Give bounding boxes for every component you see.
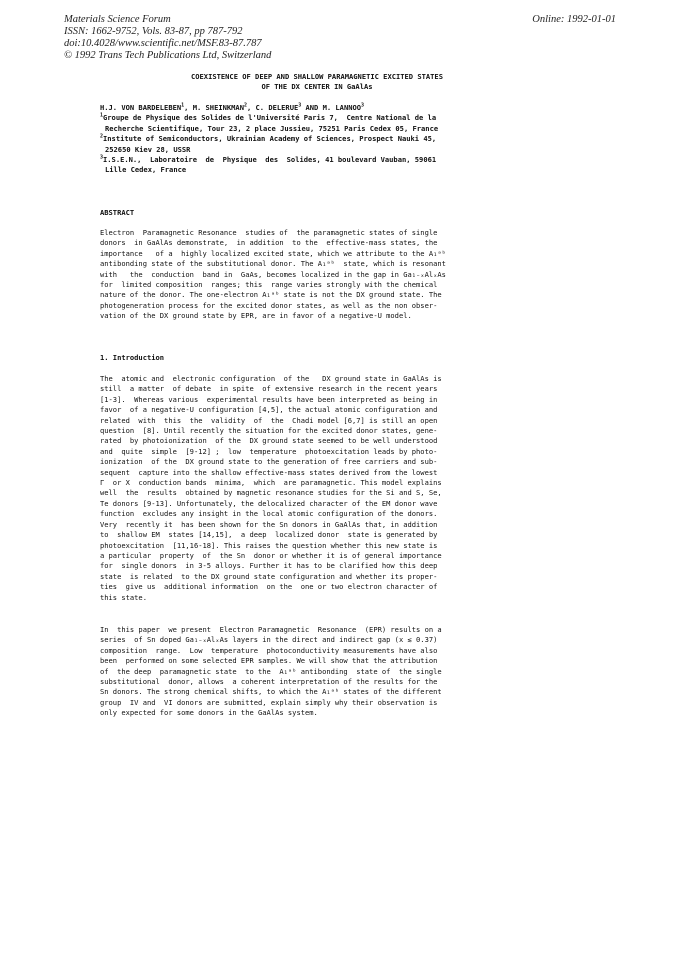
journal-name: Materials Science Forum [64,14,171,25]
affiliation-cont: 252650 Kiev 28, USSR [105,144,191,154]
para-line: group IV and VI donors are submitted, explain simply why their observation is [100,697,438,707]
abstract-body [100,228,534,322]
para-line: this state. [100,592,147,602]
para-line: sequent capture into the shallow effective-mass states derived from the lowest [100,467,438,477]
para-line: [1-3]. Whereas various experimental results have been interpreted as being in [100,394,438,404]
abstract-line: donors in GaAlAs demonstrate, in addition to the effective-mass states, the [100,238,438,248]
abstract-line: vation of the DX ground state by EPR, are in favor of a negative-U model. [100,311,412,321]
para-line: a particular property of the Sn donor or whether it is of general importance [100,550,442,560]
authors: H.J. VON BARDELEBEN$^1$, M. SHEINKMAN$^2$, C. DELERUE$^3$ AND M. LANNOO$^3$ [100,102,365,112]
para-line: In this paper we present Electron Paramagnetic Resonance (EPR) results on a [100,625,442,634]
abstract-line: with the conduction band in GaAs, becomes localized in the gap in Ga₁₋ₓAlₓAs [100,269,446,279]
title-line: COEXISTENCE OF DEEP AND SHALLOW PARAMAGNETIC EXCITED STATES [191,72,443,81]
online-date: Online: 1992-01-01 [532,14,616,25]
para-line: substitutional donor, allows a coherent interpretation of the results for the [100,677,438,687]
abstract-line: Electron Paramagnetic Resonance studies of the paramagnetic states of single [100,228,438,237]
abstract-line: for limited composition ranges; this range varies strongly with the chemical [100,280,438,290]
para-line: series of Sn doped Ga₁₋ₓAlₓAs layers in the direct and indirect gap (x ≲ 0.37) [100,635,438,645]
para-line: The atomic and electronic configuration of the DX ground state in GaAlAs is [100,374,442,383]
para-line: composition range. Low temperature photoconductivity measurements have also [100,645,438,655]
issn-line: ISSN: 1662-9752, Vols. 83-87, pp 787-792 [64,26,243,37]
para-line: rated by photoionization of the DX ground state seemed to be well understood [100,436,438,446]
para-line: to shallow EM states [14,15], a deep localized donor state is generated by [100,530,438,540]
para-line: photoexcitation [11,16-18]. This raises the question whether this new state is [100,540,438,550]
para-line: function excludes any insight in the local atomic configuration of the donors. [100,509,438,519]
paper-title [100,72,534,93]
para-line: related with this the validity of the Chadi model [6,7] is still an open [100,415,438,425]
affiliation: $^3$I.S.E.N., Laboratoire de Physique des Solides, 41 boulevard Vauban, 59061 [100,154,437,165]
introduction-para-2 [100,625,534,719]
para-line: Sn donors. The strong chemical shifts, to which the A₁ᵃᵇ states of the different [100,687,442,697]
para-line: still a matter of debate in spite of extensive research in the recent years [100,384,438,394]
title-line: OF THE DX CENTER IN GaAlAs [261,82,373,92]
para-line: question [8]. Until recently the situation for the excited donor states, gene- [100,426,438,436]
affiliation-cont: Recherche Scientifique, Tour 23, 2 place Jussieu, 75251 Paris Cedex 05, France [105,123,439,133]
para-line: well the results obtained by magnetic resonance studies for the Si and S, Se, [100,488,442,498]
author-block [100,103,534,176]
section-heading-introduction: 1. Introduction [100,353,165,362]
para-line: ties give us additional information on the one or two electron character of [100,582,438,592]
abstract-line: photogeneration process for the excited donor states, as well as the non obser- [100,300,438,310]
abstract-heading: ABSTRACT [100,208,135,217]
para-line: Γ or X conduction bands minima, which are paramagnetic. This model explains [100,478,442,488]
copyright-line: © 1992 Trans Tech Publications Ltd, Switzerland [64,50,272,61]
affiliation: $^1$Groupe de Physique des Solides de l'Université Paris 7, Centre National de la [100,113,437,123]
affiliation: $^2$Institute of Semiconductors, Ukrainian Academy of Sciences, Prospect Nauki 45, [100,133,437,144]
para-line: favor of a negative-U configuration [4,5], the actual atomic configuration and [100,405,438,415]
para-line: Very recently it has been shown for the Sn donors in GaAlAs that, in addition [100,519,438,529]
abstract-line: importance of a highly localized excited state, which we attribute to the A₁ᵃᵇ [100,248,446,258]
doi-line: doi:10.4028/www.scientific.net/MSF.83-87.787 [64,38,262,49]
para-line: been performed on some selected EPR samples. We will show that the attribution [100,656,438,666]
para-line: ionization of the DX ground state to the generation of free carriers and sub- [100,457,438,467]
para-line: Te donors [9-13]. Unfortunately, the delocalized character of the EM donor wave [100,498,438,508]
para-line: and quite simple [9-12] ; low temperature photoexcitation leads by photo- [100,446,438,456]
para-line: of the deep paramagnetic state to the A₁ᵃᵇ antibonding state of the single [100,666,442,676]
abstract-line: nature of the donor. The one-electron A₁ᵃᵇ state is not the DX ground state. The [100,290,442,300]
introduction-para-1 [100,374,534,603]
journal-header [64,14,271,62]
affiliation-cont: Lille Cedex, France [105,165,187,175]
para-line: state is related to the DX ground state configuration and whether its proper- [100,571,438,581]
abstract-line: antibonding state of the substitutional donor. The A₁ᵃᵇ state, which is resonant [100,259,446,269]
para-line: only expected for some donors in the GaAlAs system. [100,708,318,718]
para-line: for single donors in 3-5 alloys. Further it has to be clarified how this deep [100,561,438,571]
